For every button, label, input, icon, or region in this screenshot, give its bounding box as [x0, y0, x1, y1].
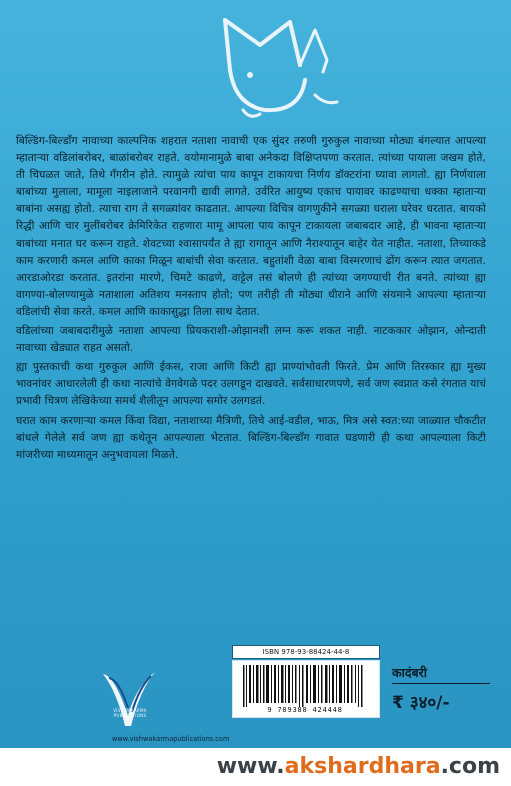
isbn-label: ISBN 978-93-88424-44-8	[232, 645, 380, 659]
watermark-www: www.	[216, 754, 285, 779]
cat-doodle-icon	[205, 10, 345, 125]
divider	[392, 683, 490, 684]
blurb-paragraph: बिल्डिंग-बिल्डाँग नावाच्या काल्पनिक शहरात नताशा नावाची एक सुंदर तरुणी गुरुकुल नावाच्या मोठ्या बंगल्यात आपल्या म्हाताऱ्या वडिलांबरोबर, बाळांबरोबर राहते. वयोमानामुळे बाबा अनेकदा विक्षिप्तपणा करतात. त्यांच्या पायाला जखम होते, ती चिघळत जाते, तिथे गँगरीन होते. त्यामुळे त्यांचा पाय कापून टाकायचा निर्णय डॉक्टरांना घ्यावा लागतो. ह्या निर्णयाला बाबांच्या मुलाला, मामूला नाइलाजाने परवानगी द्यावी लागते. उर्वरित आयुष्य एकाच पायावर काढण्याचा धक्का म्हाताऱ्या बाबांना असह्य होतो. त्याचा राग ते सगळ्यांवर काढतात. आपल्या विचित्र वागणुकीने सगळ्या घराला घरेवर धरतात. बायको रिद्धी आणि चार मुलींबरोबर क्रेमिरिकेत राहणारा मामू आपला पाय कापून टाकायला जबाबदार आहे, ही भावना म्हाताऱ्या बाबांच्या मनात घर करून राहते. शेवटच्या श्वासापर्यंत ते ह्या रागातून आणि नैराश्यातून बाहेर येत नाहीत. नताशा, तिच्याकडे काम करणारी कमल आणि काका मिळून बाबांची सेवा करतात. बहुतांशी वेळा बाबा विस्मरणाचं ढोंग करून त्यात जगतात. आरडाओरडा करतात. इतरांना मारणे, चिमटे काढणे, वाट्टेल तसं बोलणे ही त्यांच्या जगण्याची रीत बनते. त्यांच्या ह्या वागण्या-बोलण्यामुळे नताशाला अतिशय मनस्ताप होतो; पण तरीही ती मोठ्या धीराने आणि संयमाने आपल्या म्हाताऱ्या वडिलांची सेवा करते. कमल आणि काकासुद्धा तिला साथ देतात.	[16, 135, 486, 318]
blurb-text	[16, 133, 486, 466]
blurb-paragraph: ह्या पुस्तकाची कथा गुरुकुल आणि ईकस, राजा आणि किटी ह्या प्राण्यांभोवती फिरते. प्रेम आणि तिरस्कार ह्या मुख्य भावनांवर आधारलेली ही कथा नात्यांचे वेगवेगळे पदर उलगडून दाखवते. सर्वसाधारणपणे, सर्व जण स्वप्नात कसे रंगतात याचं प्रभावी चित्रण लेखिकेच्या समर्थ शैलीतून आपल्या समोर उलगडतं.	[16, 361, 486, 408]
blurb-paragraph: वडिलांच्या जबाबदारीमुळे नताशा आपल्या प्रियकराशी-ओझानशी लग्न करू शकत नाही. नाटककार ओझान, ओन्दाती नावाच्या खेड्यात राहत असतो.	[16, 325, 486, 355]
genre-label: कादंबरी	[392, 665, 427, 680]
publisher-name: VISHWAKARMA PUBLICATIONS	[113, 708, 147, 718]
blurb-paragraph: घरात काम करणाऱ्या कमल किंवा विद्या, नताशाच्या मैत्रिणी, तिचे आई-वडील, भाऊ, मित्र असे स्वत:च्या जाळ्यात चौकटीत बांधले गेलेले सर्व जण ह्या कथेतून आपल्याला भेटतात. बिल्डिंग-बिल्डाँग गावात घडणारी ही कथा आपल्याला किटी मांजरीच्या माध्यमातून अनुभवायला मिळते.	[16, 414, 486, 461]
publisher-url[interactable]: www.vishwakarmapublications.com	[112, 735, 230, 743]
publisher-v-logo-icon	[95, 668, 165, 730]
barcode-number: 9 789388 424448	[267, 706, 343, 714]
watermark-com: .com	[440, 754, 500, 779]
watermark-brand: akshardhara	[284, 754, 441, 779]
price-label: ₹ ३४०/-	[392, 693, 450, 713]
watermark-text	[0, 748, 500, 786]
